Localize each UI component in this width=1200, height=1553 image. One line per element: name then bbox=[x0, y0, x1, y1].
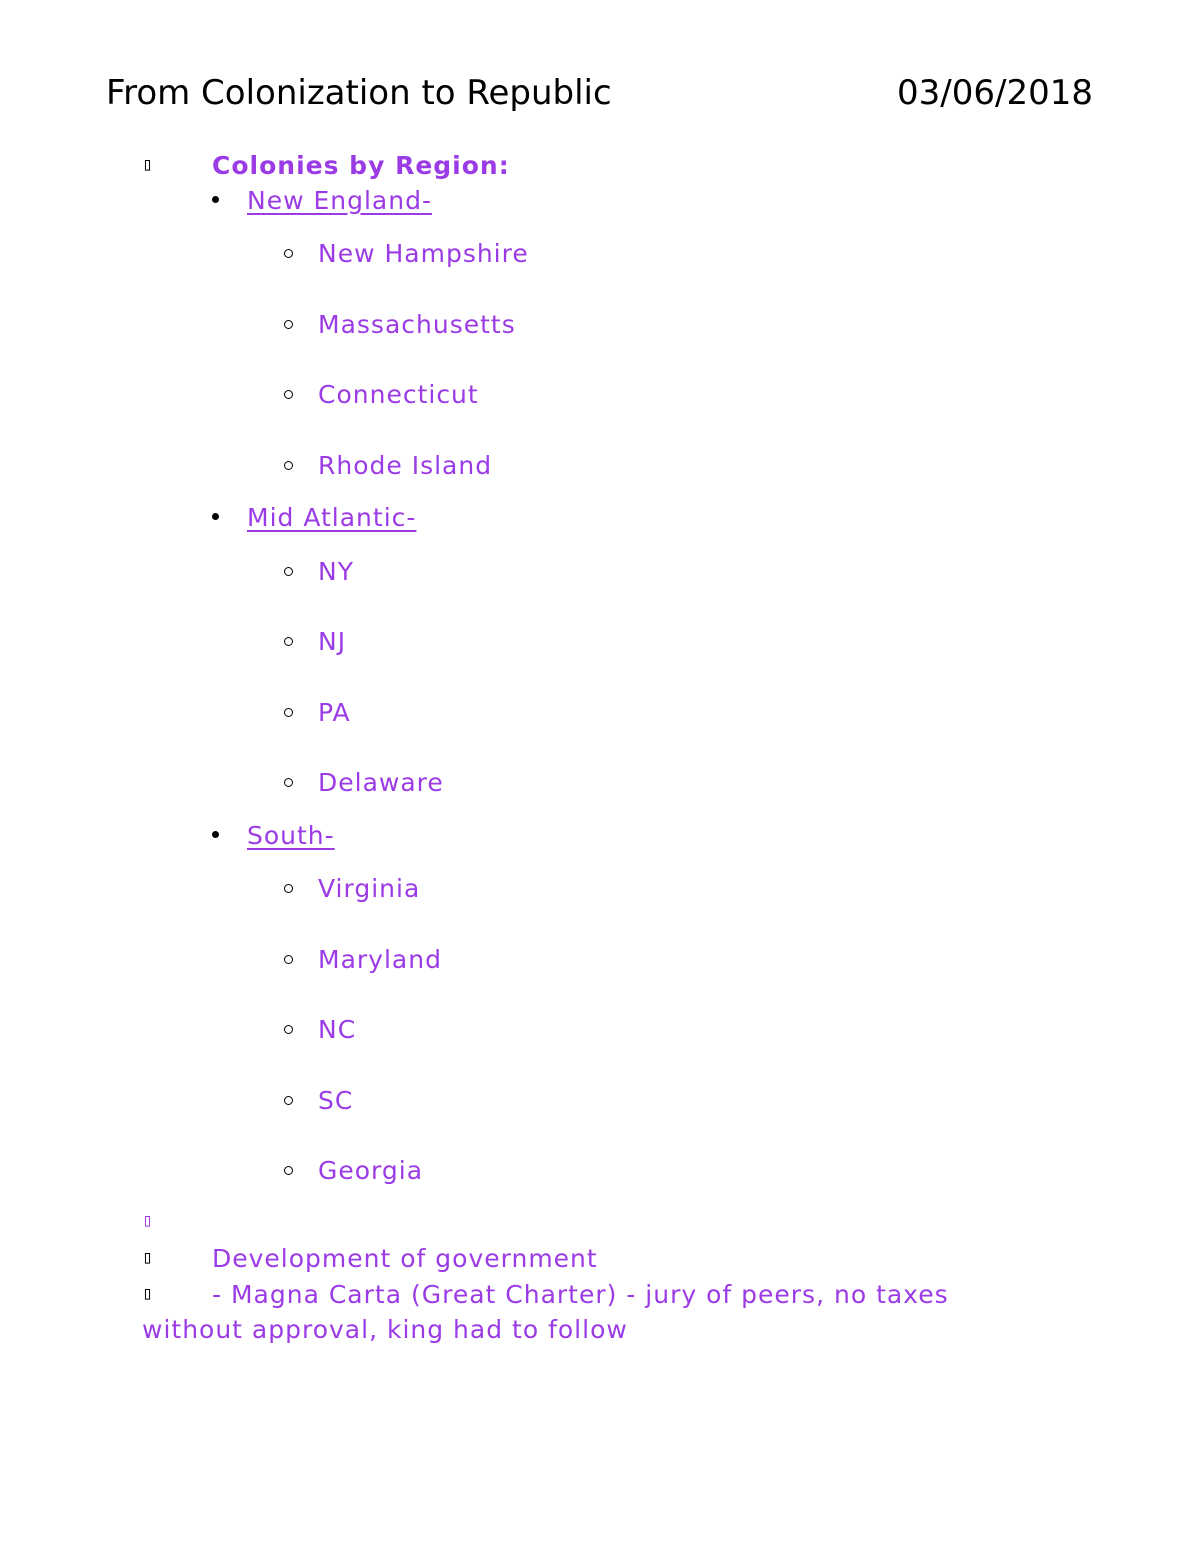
circle-bullet-icon bbox=[284, 884, 293, 893]
disc-bullet-icon bbox=[212, 196, 219, 203]
magna-carta-line-2: without approval, king had to follow bbox=[142, 1315, 628, 1344]
colony-item: Massachusetts bbox=[318, 310, 516, 339]
colony-item: Delaware bbox=[318, 768, 444, 797]
colony-item: NC bbox=[318, 1015, 357, 1044]
circle-bullet-icon bbox=[284, 778, 293, 787]
colony-item: SC bbox=[318, 1086, 354, 1115]
colony-item: New Hampshire bbox=[318, 239, 529, 268]
colony-item: PA bbox=[318, 698, 351, 727]
colony-item: Maryland bbox=[318, 945, 442, 974]
circle-bullet-icon bbox=[284, 1166, 293, 1175]
circle-bullet-icon bbox=[284, 708, 293, 717]
circle-bullet-icon bbox=[284, 1096, 293, 1105]
disc-bullet-icon bbox=[212, 513, 219, 520]
colony-item: Rhode Island bbox=[318, 451, 493, 480]
colony-item: Virginia bbox=[318, 874, 421, 903]
region-label-south: South- bbox=[247, 821, 335, 850]
square-bullet-icon: ▯ bbox=[142, 1247, 153, 1268]
circle-bullet-icon bbox=[284, 249, 293, 258]
colony-item: NJ bbox=[318, 627, 347, 656]
circle-bullet-icon bbox=[284, 461, 293, 470]
colony-item: Connecticut bbox=[318, 380, 479, 409]
region-label-mid-atlantic: Mid Atlantic- bbox=[247, 503, 417, 532]
square-bullet-icon: ▯ bbox=[142, 154, 153, 175]
section-heading-colonies: Colonies by Region: bbox=[212, 151, 510, 180]
square-bullet-icon: ▯ bbox=[142, 1283, 153, 1304]
page-title: From Colonization to Republic bbox=[106, 73, 612, 113]
colony-item: Georgia bbox=[318, 1156, 424, 1185]
circle-bullet-icon bbox=[284, 1025, 293, 1034]
government-heading: Development of government bbox=[212, 1244, 598, 1273]
region-label-new-england: New England- bbox=[247, 186, 432, 215]
square-bullet-icon: ▯ bbox=[142, 1210, 153, 1231]
circle-bullet-icon bbox=[284, 955, 293, 964]
page-date: 03/06/2018 bbox=[897, 73, 1093, 113]
magna-carta-line-1: - Magna Carta (Great Charter) - jury of peers, no taxes bbox=[212, 1280, 949, 1309]
circle-bullet-icon bbox=[284, 567, 293, 576]
circle-bullet-icon bbox=[284, 637, 293, 646]
circle-bullet-icon bbox=[284, 320, 293, 329]
colony-item: NY bbox=[318, 557, 354, 586]
disc-bullet-icon bbox=[212, 831, 219, 838]
circle-bullet-icon bbox=[284, 390, 293, 399]
